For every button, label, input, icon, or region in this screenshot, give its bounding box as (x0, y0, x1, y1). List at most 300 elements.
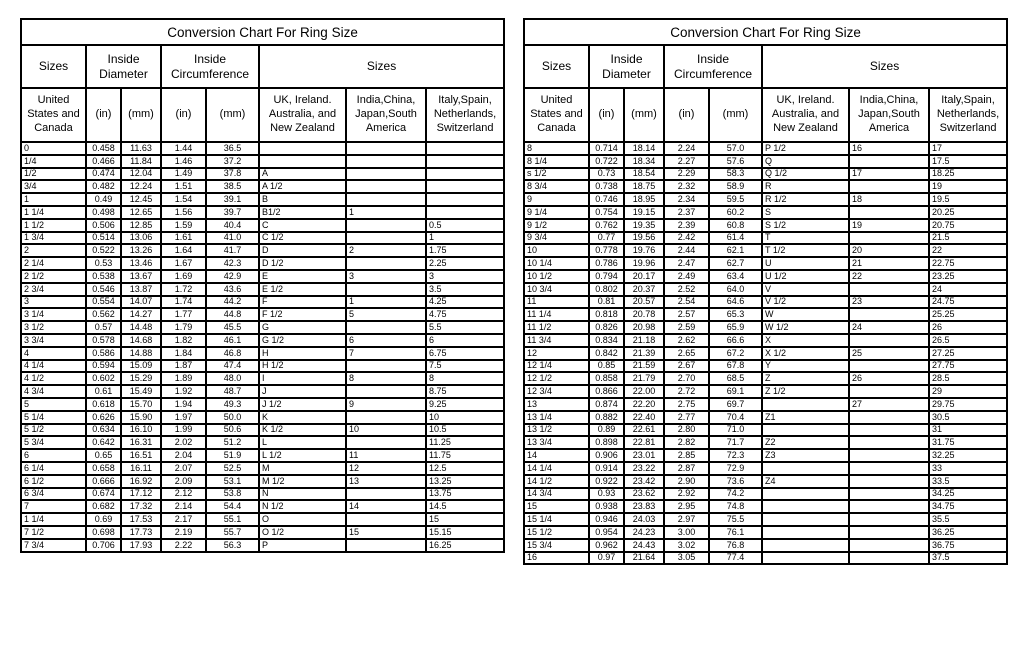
cell-india-size (346, 321, 426, 334)
cell-india-size: 21 (849, 257, 929, 270)
cell-diameter-mm: 19.96 (624, 257, 664, 270)
header-diameter-mm: (mm) (624, 88, 664, 142)
cell-india-size: 22 (849, 270, 929, 283)
cell-uk-size: C 1/2 (259, 232, 346, 245)
cell-circumference-mm: 55.1 (206, 513, 259, 526)
table-row (21, 180, 504, 193)
cell-circumference-mm: 37.2 (206, 155, 259, 168)
cell-diameter-in: 0.914 (589, 462, 624, 475)
cell-uk-size (762, 500, 849, 513)
cell-diameter-mm: 20.78 (624, 308, 664, 321)
cell-diameter-mm: 14.68 (121, 334, 161, 347)
cell-diameter-mm: 24.23 (624, 526, 664, 539)
header-circumference-in: (in) (664, 88, 709, 142)
table-row (524, 296, 1007, 309)
cell-circumference-mm: 40.4 (206, 219, 259, 232)
cell-circumference-mm: 48.7 (206, 385, 259, 398)
cell-diameter-mm: 15.49 (121, 385, 161, 398)
cell-circumference-mm: 55.7 (206, 526, 259, 539)
cell-uk-size: P (259, 539, 346, 552)
cell-circumference-mm: 64.6 (709, 296, 762, 309)
cell-diameter-in: 0.53 (86, 257, 121, 270)
cell-diameter-in: 0.714 (589, 142, 624, 155)
cell-diameter-mm: 24.03 (624, 513, 664, 526)
ring-size-table-left (20, 18, 505, 553)
cell-india-size: 17 (849, 168, 929, 181)
table-row (21, 142, 504, 155)
cell-india-size (849, 488, 929, 501)
cell-us-size: 11 1/2 (524, 321, 589, 334)
cell-circumference-mm: 39.1 (206, 193, 259, 206)
cell-uk-size (762, 539, 849, 552)
cell-diameter-in: 0.69 (86, 513, 121, 526)
cell-us-size: 3/4 (21, 180, 86, 193)
cell-diameter-mm: 18.54 (624, 168, 664, 181)
cell-circumference-in: 2.12 (161, 488, 206, 501)
cell-diameter-mm: 12.45 (121, 193, 161, 206)
table-row (524, 347, 1007, 360)
cell-diameter-mm: 22.81 (624, 436, 664, 449)
cell-italy-size: 6.75 (426, 347, 504, 360)
cell-diameter-mm: 20.57 (624, 296, 664, 309)
cell-uk-size: M 1/2 (259, 475, 346, 488)
cell-italy-size: 8 (426, 372, 504, 385)
table-title: Conversion Chart For Ring Size (21, 19, 504, 45)
cell-india-size (346, 232, 426, 245)
cell-diameter-mm: 13.26 (121, 244, 161, 257)
table-row (524, 308, 1007, 321)
cell-uk-size: Z3 (762, 449, 849, 462)
cell-us-size: 7 3/4 (21, 539, 86, 552)
cell-diameter-in: 0.97 (589, 552, 624, 565)
header-inside-circumference: Inside Circumference (664, 45, 762, 88)
cell-diameter-in: 0.498 (86, 206, 121, 219)
cell-diameter-mm: 21.64 (624, 552, 664, 565)
table-row (21, 308, 504, 321)
cell-uk-size: Z2 (762, 436, 849, 449)
cell-circumference-mm: 52.5 (206, 462, 259, 475)
cell-circumference-in: 1.89 (161, 372, 206, 385)
cell-india-size (849, 539, 929, 552)
cell-india-size: 23 (849, 296, 929, 309)
cell-diameter-in: 0.474 (86, 168, 121, 181)
cell-circumference-in: 2.65 (664, 347, 709, 360)
ring-size-table-right (523, 18, 1008, 565)
cell-italy-size: 19.5 (929, 193, 1007, 206)
cell-uk-size: Y (762, 360, 849, 373)
cell-us-size: 14 3/4 (524, 488, 589, 501)
cell-italy-size: 4.25 (426, 296, 504, 309)
cell-diameter-in: 0.514 (86, 232, 121, 245)
cell-india-size (849, 334, 929, 347)
cell-us-size: 11 3/4 (524, 334, 589, 347)
cell-circumference-mm: 47.4 (206, 360, 259, 373)
cell-italy-size: 29.75 (929, 398, 1007, 411)
table-row (21, 424, 504, 437)
table-row (21, 257, 504, 270)
cell-circumference-mm: 74.8 (709, 500, 762, 513)
table-body (21, 142, 504, 552)
cell-italy-size: 26.5 (929, 334, 1007, 347)
cell-diameter-in: 0.81 (589, 296, 624, 309)
cell-us-size: 10 1/2 (524, 270, 589, 283)
cell-circumference-mm: 58.3 (709, 168, 762, 181)
cell-diameter-mm: 13.87 (121, 283, 161, 296)
cell-circumference-mm: 71.7 (709, 436, 762, 449)
cell-india-size: 25 (849, 347, 929, 360)
cell-uk-size: G 1/2 (259, 334, 346, 347)
cell-us-size: 9 3/4 (524, 232, 589, 245)
cell-diameter-in: 0.73 (589, 168, 624, 181)
cell-circumference-in: 1.56 (161, 206, 206, 219)
cell-us-size: 10 3/4 (524, 283, 589, 296)
table-row (524, 372, 1007, 385)
cell-circumference-in: 3.02 (664, 539, 709, 552)
header-italy: Italy,Spain, Netherlands, Switzerland (426, 88, 504, 142)
cell-diameter-in: 0.626 (86, 411, 121, 424)
cell-circumference-mm: 57.0 (709, 142, 762, 155)
cell-italy-size: 24.75 (929, 296, 1007, 309)
cell-diameter-in: 0.602 (86, 372, 121, 385)
cell-circumference-in: 2.77 (664, 411, 709, 424)
cell-circumference-in: 1.87 (161, 360, 206, 373)
cell-uk-size: Z1 (762, 411, 849, 424)
cell-diameter-mm: 17.53 (121, 513, 161, 526)
cell-italy-size: 25.25 (929, 308, 1007, 321)
cell-diameter-mm: 12.65 (121, 206, 161, 219)
cell-diameter-in: 0.754 (589, 206, 624, 219)
header-diameter-mm: (mm) (121, 88, 161, 142)
cell-uk-size: F 1/2 (259, 308, 346, 321)
cell-italy-size: 28.5 (929, 372, 1007, 385)
cell-diameter-in: 0.77 (589, 232, 624, 245)
cell-us-size: 3 1/4 (21, 308, 86, 321)
cell-diameter-in: 0.482 (86, 180, 121, 193)
cell-us-size: 5 (21, 398, 86, 411)
cell-diameter-in: 0.794 (589, 270, 624, 283)
cell-diameter-mm: 20.17 (624, 270, 664, 283)
cell-italy-size: 15.15 (426, 526, 504, 539)
cell-india-size (849, 500, 929, 513)
cell-india-size: 18 (849, 193, 929, 206)
cell-uk-size: U 1/2 (762, 270, 849, 283)
cell-uk-size: P 1/2 (762, 142, 849, 155)
cell-diameter-in: 0.85 (589, 360, 624, 373)
cell-us-size: 6 3/4 (21, 488, 86, 501)
cell-diameter-in: 0.778 (589, 244, 624, 257)
cell-circumference-mm: 58.9 (709, 180, 762, 193)
cell-circumference-mm: 60.2 (709, 206, 762, 219)
table-row (524, 526, 1007, 539)
cell-diameter-in: 0.57 (86, 321, 121, 334)
cell-diameter-in: 0.634 (86, 424, 121, 437)
table-row (21, 321, 504, 334)
cell-circumference-in: 2.59 (664, 321, 709, 334)
table-row (21, 155, 504, 168)
cell-us-size: 1 1/2 (21, 219, 86, 232)
cell-circumference-in: 2.42 (664, 232, 709, 245)
cell-circumference-in: 1.72 (161, 283, 206, 296)
cell-diameter-in: 0.666 (86, 475, 121, 488)
table-row (524, 488, 1007, 501)
table-row (21, 193, 504, 206)
cell-diameter-in: 0.538 (86, 270, 121, 283)
cell-us-size: 13 3/4 (524, 436, 589, 449)
cell-us-size: 5 3/4 (21, 436, 86, 449)
table-row (524, 334, 1007, 347)
header-uk: UK, Ireland. Australia, and New Zealand (762, 88, 849, 142)
cell-circumference-in: 2.72 (664, 385, 709, 398)
table-row (524, 283, 1007, 296)
cell-circumference-in: 1.74 (161, 296, 206, 309)
cell-circumference-mm: 65.3 (709, 308, 762, 321)
header-us-canada: United States and Canada (21, 88, 86, 142)
cell-italy-size: 12.5 (426, 462, 504, 475)
cell-circumference-in: 3.05 (664, 552, 709, 565)
cell-uk-size: R 1/2 (762, 193, 849, 206)
header-circumference-mm: (mm) (709, 88, 762, 142)
cell-circumference-in: 2.44 (664, 244, 709, 257)
cell-uk-size: B1/2 (259, 206, 346, 219)
header-circumference-mm: (mm) (206, 88, 259, 142)
cell-circumference-in: 1.99 (161, 424, 206, 437)
cell-italy-size: 30.5 (929, 411, 1007, 424)
table-group-header-row (524, 45, 1007, 88)
cell-diameter-in: 0.554 (86, 296, 121, 309)
cell-diameter-mm: 19.15 (624, 206, 664, 219)
cell-uk-size: R (762, 180, 849, 193)
cell-uk-size: E 1/2 (259, 283, 346, 296)
cell-diameter-in: 0.874 (589, 398, 624, 411)
cell-uk-size: F (259, 296, 346, 309)
cell-circumference-mm: 65.9 (709, 321, 762, 334)
cell-diameter-in: 0.738 (589, 180, 624, 193)
cell-india-size (346, 180, 426, 193)
cell-circumference-in: 2.92 (664, 488, 709, 501)
cell-diameter-in: 0.93 (589, 488, 624, 501)
cell-circumference-mm: 46.8 (206, 347, 259, 360)
cell-circumference-in: 1.64 (161, 244, 206, 257)
cell-circumference-in: 1.51 (161, 180, 206, 193)
cell-circumference-mm: 39.7 (206, 206, 259, 219)
cell-us-size: 8 3/4 (524, 180, 589, 193)
cell-india-size (849, 462, 929, 475)
cell-circumference-in: 2.29 (664, 168, 709, 181)
table-row (21, 372, 504, 385)
table-row (21, 488, 504, 501)
cell-india-size (849, 526, 929, 539)
cell-circumference-in: 1.79 (161, 321, 206, 334)
cell-diameter-mm: 13.06 (121, 232, 161, 245)
cell-diameter-mm: 20.98 (624, 321, 664, 334)
cell-india-size (849, 475, 929, 488)
cell-diameter-in: 0.746 (589, 193, 624, 206)
cell-circumference-in: 2.70 (664, 372, 709, 385)
table-row (21, 296, 504, 309)
cell-india-size (346, 539, 426, 552)
cell-uk-size: D (259, 244, 346, 257)
table-row (21, 513, 504, 526)
table-row (524, 539, 1007, 552)
cell-uk-size (762, 488, 849, 501)
cell-circumference-mm: 44.8 (206, 308, 259, 321)
cell-italy-size: 9.25 (426, 398, 504, 411)
table-row (524, 513, 1007, 526)
cell-us-size: 10 (524, 244, 589, 257)
header-sizes-intl: Sizes (762, 45, 1007, 88)
cell-india-size: 6 (346, 334, 426, 347)
cell-italy-size: 11.25 (426, 436, 504, 449)
cell-italy-size: 26 (929, 321, 1007, 334)
cell-circumference-mm: 48.0 (206, 372, 259, 385)
table-row (21, 398, 504, 411)
header-sizes: Sizes (21, 45, 86, 88)
cell-india-size (849, 552, 929, 565)
cell-circumference-mm: 62.1 (709, 244, 762, 257)
table-row (524, 232, 1007, 245)
cell-circumference-mm: 53.1 (206, 475, 259, 488)
cell-italy-size (426, 142, 504, 155)
cell-circumference-mm: 67.8 (709, 360, 762, 373)
cell-italy-size: 36.25 (929, 526, 1007, 539)
cell-circumference-in: 2.82 (664, 436, 709, 449)
cell-italy-size: 23.25 (929, 270, 1007, 283)
cell-us-size: 3 (21, 296, 86, 309)
cell-uk-size: T 1/2 (762, 244, 849, 257)
cell-us-size: 4 1/4 (21, 360, 86, 373)
cell-uk-size: L (259, 436, 346, 449)
cell-uk-size: O 1/2 (259, 526, 346, 539)
cell-us-size: 5 1/2 (21, 424, 86, 437)
cell-india-size (346, 411, 426, 424)
cell-india-size: 1 (346, 206, 426, 219)
cell-circumference-in: 2.57 (664, 308, 709, 321)
cell-us-size: 4 (21, 347, 86, 360)
cell-diameter-in: 0.954 (589, 526, 624, 539)
cell-diameter-mm: 18.14 (624, 142, 664, 155)
cell-us-size: 14 (524, 449, 589, 462)
cell-circumference-mm: 37.8 (206, 168, 259, 181)
table-row (524, 206, 1007, 219)
cell-uk-size: J (259, 385, 346, 398)
cell-circumference-mm: 43.6 (206, 283, 259, 296)
cell-us-size: 14 1/4 (524, 462, 589, 475)
header-uk: UK, Ireland. Australia, and New Zealand (259, 88, 346, 142)
cell-circumference-mm: 68.5 (709, 372, 762, 385)
cell-circumference-mm: 42.3 (206, 257, 259, 270)
table-row (524, 385, 1007, 398)
cell-circumference-mm: 72.3 (709, 449, 762, 462)
cell-circumference-in: 2.17 (161, 513, 206, 526)
cell-circumference-in: 2.54 (664, 296, 709, 309)
cell-india-size (849, 385, 929, 398)
cell-circumference-mm: 53.8 (206, 488, 259, 501)
cell-italy-size: 11.75 (426, 449, 504, 462)
cell-india-size (849, 308, 929, 321)
cell-diameter-mm: 16.31 (121, 436, 161, 449)
cell-italy-size: 6 (426, 334, 504, 347)
cell-diameter-mm: 14.07 (121, 296, 161, 309)
cell-circumference-in: 1.44 (161, 142, 206, 155)
cell-uk-size: N (259, 488, 346, 501)
cell-circumference-mm: 67.2 (709, 347, 762, 360)
cell-us-size: 2 (21, 244, 86, 257)
cell-diameter-in: 0.722 (589, 155, 624, 168)
cell-circumference-mm: 56.3 (206, 539, 259, 552)
cell-us-size: 9 (524, 193, 589, 206)
cell-us-size: 7 (21, 500, 86, 513)
cell-diameter-mm: 11.84 (121, 155, 161, 168)
cell-us-size: 15 1/4 (524, 513, 589, 526)
cell-italy-size: 2.25 (426, 257, 504, 270)
cell-italy-size: 34.25 (929, 488, 1007, 501)
cell-uk-size (762, 526, 849, 539)
cell-italy-size: 13.25 (426, 475, 504, 488)
cell-diameter-mm: 11.63 (121, 142, 161, 155)
conversion-table (20, 18, 505, 553)
cell-uk-size: U (762, 257, 849, 270)
cell-italy-size: 20.25 (929, 206, 1007, 219)
cell-circumference-mm: 64.0 (709, 283, 762, 296)
cell-circumference-mm: 44.2 (206, 296, 259, 309)
cell-diameter-in: 0.858 (589, 372, 624, 385)
cell-diameter-mm: 23.22 (624, 462, 664, 475)
cell-india-size (849, 436, 929, 449)
cell-circumference-in: 2.67 (664, 360, 709, 373)
table-row (524, 475, 1007, 488)
cell-diameter-mm: 24.43 (624, 539, 664, 552)
cell-italy-size: 33 (929, 462, 1007, 475)
cell-diameter-mm: 22.40 (624, 411, 664, 424)
cell-italy-size: 17.5 (929, 155, 1007, 168)
table-row (21, 500, 504, 513)
header-us-canada: United States and Canada (524, 88, 589, 142)
cell-italy-size (426, 168, 504, 181)
cell-italy-size: 13.75 (426, 488, 504, 501)
cell-uk-size: S (762, 206, 849, 219)
cell-circumference-in: 2.19 (161, 526, 206, 539)
cell-india-size: 12 (346, 462, 426, 475)
cell-uk-size: A 1/2 (259, 180, 346, 193)
cell-us-size: 1/2 (21, 168, 86, 181)
cell-diameter-in: 0.962 (589, 539, 624, 552)
cell-india-size (346, 360, 426, 373)
cell-uk-size: E (259, 270, 346, 283)
cell-circumference-mm: 50.6 (206, 424, 259, 437)
header-diameter-in: (in) (589, 88, 624, 142)
cell-italy-size: 10 (426, 411, 504, 424)
cell-circumference-in: 2.32 (664, 180, 709, 193)
cell-us-size: 12 1/4 (524, 360, 589, 373)
cell-uk-size: M (259, 462, 346, 475)
cell-diameter-in: 0.618 (86, 398, 121, 411)
cell-italy-size: 32.25 (929, 449, 1007, 462)
cell-diameter-in: 0.586 (86, 347, 121, 360)
cell-circumference-in: 2.95 (664, 500, 709, 513)
cell-india-size (346, 142, 426, 155)
cell-italy-size: 1.75 (426, 244, 504, 257)
table-row (21, 206, 504, 219)
cell-uk-size: J 1/2 (259, 398, 346, 411)
cell-india-size: 24 (849, 321, 929, 334)
cell-us-size: 1 3/4 (21, 232, 86, 245)
cell-italy-size (426, 206, 504, 219)
cell-circumference-in: 2.14 (161, 500, 206, 513)
cell-italy-size: 22.75 (929, 257, 1007, 270)
cell-diameter-in: 0.762 (589, 219, 624, 232)
cell-circumference-mm: 54.4 (206, 500, 259, 513)
cell-diameter-in: 0.674 (86, 488, 121, 501)
